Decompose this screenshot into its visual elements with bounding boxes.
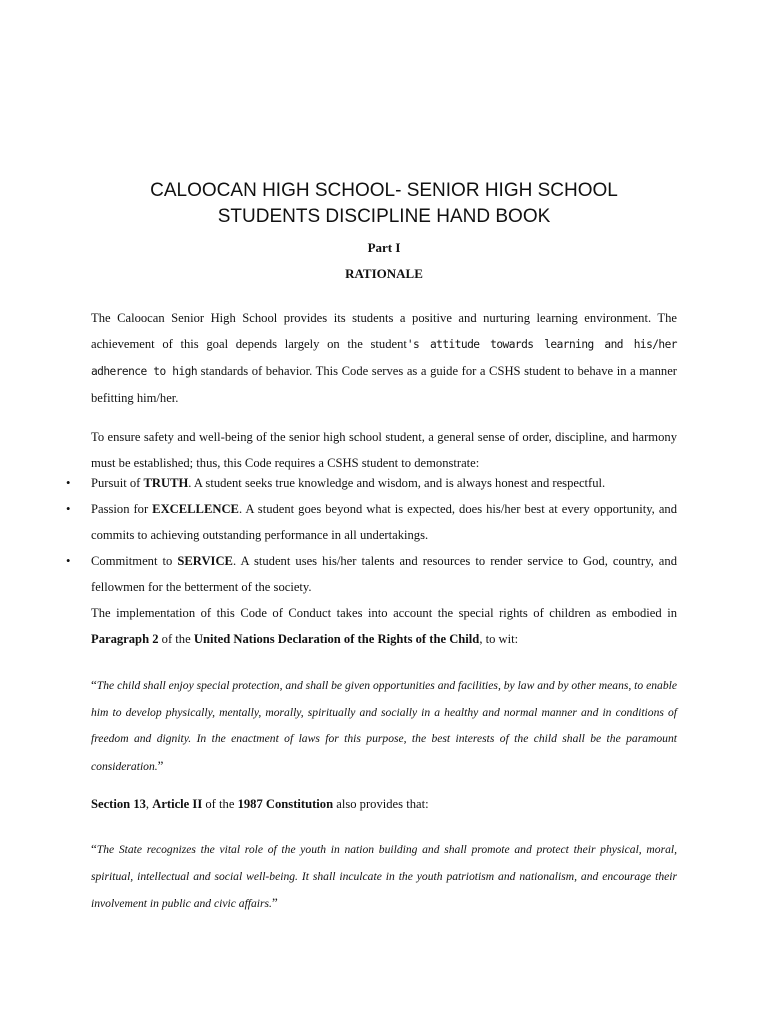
sec-text-f: also provides that: (333, 797, 429, 811)
close-quote-mark: ” (271, 895, 278, 910)
intro-text-c: standards of behavior. This Code serves as a guide for a CSHS student to behave in a manner befitting him/her. (91, 364, 677, 405)
rationale-heading: RATIONALE (345, 266, 423, 281)
bullet-text-post: . A student seeks true knowledge and wisdom, and is always honest and respectful. (188, 476, 606, 490)
order-paragraph (91, 424, 677, 476)
sec-sep: , (145, 797, 153, 811)
constitution-ref: 1987 Constitution (237, 797, 334, 811)
bullet-text-post: . A student uses his/her talents and resources to render service to God, country, and fellowmen for the betterment of the society. (91, 554, 677, 594)
impl-text-c: of the (158, 632, 194, 646)
quote1-text: The child shall enjoy special protection, and shall be given opportunities and facilities, by law and by other means, to enable him to develop physically, mentally, morally, spiritually and socially in a healthy and normal manner and in conditions of freedom and dignity. In the enactment of laws for this purpose, the best interests of the child shall be the paramount consideration. (91, 679, 677, 773)
list-item (66, 548, 677, 600)
un-declaration-quote (91, 672, 677, 780)
close-quote-mark: ” (157, 757, 164, 773)
quote2-text: The State recognizes the vital role of the youth in nation building and shall promote and protect their physical, moral, spiritual, intellectual and social well-being. It shall inculcate in the youth patriotism and nationalism, and encourage their involvement in public and civic affairs. (91, 843, 677, 910)
intro-text-a: The Caloocan Senior High School provides its students a positive and nurturing learning environment. The achievement of this goal depends largely on the student (91, 311, 677, 351)
bullet-keyword: SERVICE (177, 554, 233, 568)
implementation-paragraph (91, 600, 677, 652)
impl-declaration-ref: United Nations Declaration of the Rights of the Child (193, 632, 480, 646)
constitution-reference (91, 791, 429, 817)
open-quote-mark: “ (91, 677, 97, 692)
constitution-quote (91, 836, 677, 918)
bullet-keyword: EXCELLENCE (152, 502, 239, 516)
list-item (66, 496, 677, 548)
impl-paragraph-ref: Paragraph 2 (91, 632, 159, 646)
open-quote-mark: “ (91, 841, 97, 856)
document-title-line1: CALOOCAN HIGH SCHOOL- SENIOR HIGH SCHOOL (150, 180, 618, 201)
order-text: To ensure safety and well-being of the senior high school student, a general sense of order, discipline, and harmony must be established; thus, this Code requires a CSHS student to demonstrate: (91, 430, 677, 470)
list-item (66, 470, 677, 496)
article-ref: Article II (152, 797, 203, 811)
impl-text-a: The implementation of this Code of Conduct takes into account the special rights of children as embodied in (91, 606, 677, 620)
section-ref: Section 13 (91, 797, 146, 811)
bullet-icon: • (66, 554, 71, 568)
bullet-text-post: . A student goes beyond what is expected, does his/her best at every opportunity, and commits to achieving outstanding performance in all undertakings. (91, 502, 677, 542)
intro-paragraph (91, 305, 677, 411)
sec-text-d: of the (202, 797, 238, 811)
impl-text-e: , to wit: (479, 632, 519, 646)
document-title-line2: STUDENTS DISCIPLINE HAND BOOK (217, 206, 551, 227)
bullet-text-pre: Passion for (91, 502, 153, 516)
bullet-icon: • (66, 476, 71, 490)
bullet-text-pre: Pursuit of (91, 476, 144, 490)
intro-text-b: 's attitude towards learning and his/her adherence to high (91, 338, 677, 378)
bullet-icon: • (66, 502, 71, 516)
bullet-text-pre: Commitment to (91, 554, 178, 568)
bullet-keyword: TRUTH (143, 476, 189, 490)
values-list (66, 470, 677, 600)
part-heading: Part I (367, 240, 401, 255)
